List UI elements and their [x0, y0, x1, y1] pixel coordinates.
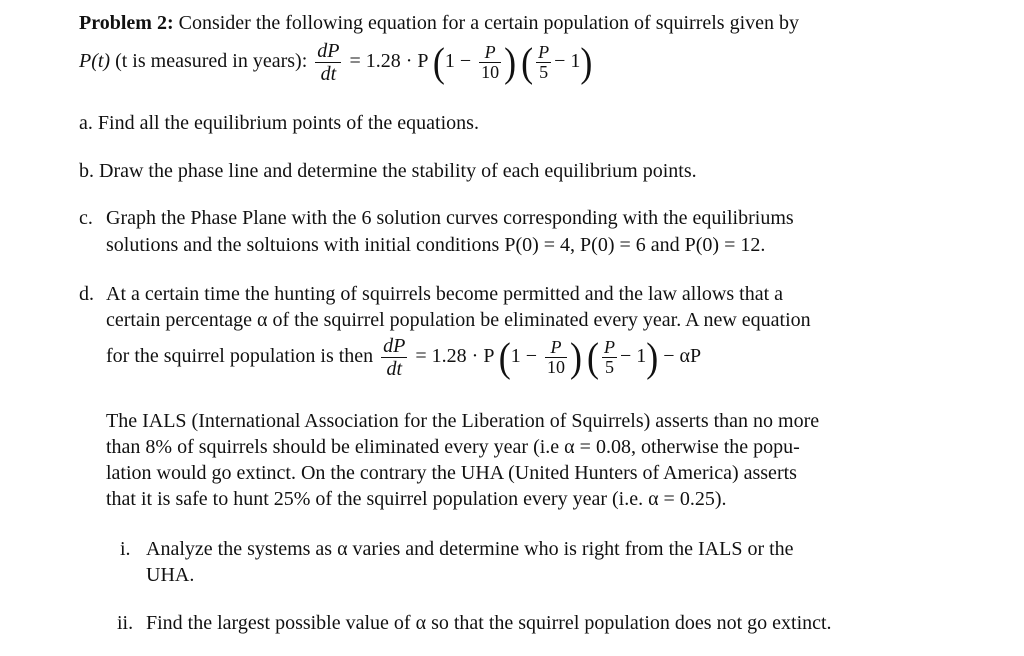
ials-line2: than 8% of squirrels should be eliminated every year (i.e α = 0.08, otherwise the popu-	[106, 436, 800, 458]
eq2-inner2-num: P	[604, 336, 615, 357]
eq2-inner2-den: 5	[605, 356, 614, 377]
eq2-inner2-fraction	[602, 338, 617, 377]
eq2-paren-close-2: )	[646, 334, 659, 381]
part-d-line3-text: for the squirrel population is then	[106, 345, 374, 367]
eq-den: dt	[320, 62, 337, 85]
part-a-label: a.	[79, 112, 93, 134]
eq2-paren-close-1: )	[570, 334, 582, 381]
subpart-ii-label: ii.	[117, 612, 134, 634]
eq-inner2-minus: − 1	[554, 50, 581, 72]
eq2-paren-open-2: (	[587, 334, 599, 381]
ials-line1: The IALS (International Association for the Liberation of Squirrels) asserts than no more	[106, 410, 820, 432]
eq2-inner1-den: 10	[547, 356, 565, 377]
eq2-tail: − αP	[663, 345, 702, 367]
part-d-equation-line	[106, 333, 701, 380]
problem-title: Problem 2:	[79, 12, 174, 34]
eq-inner1-fraction	[479, 43, 501, 82]
eq2-paren-open-1: (	[498, 334, 511, 381]
part-b	[79, 158, 697, 184]
paren-close-1: )	[504, 39, 517, 86]
eq2-rhs: = 1.28 · P	[415, 345, 494, 367]
ials-line4: that it is safe to hunt 25% of the squirrel population every year (i.e. α = 0.25).	[106, 488, 727, 510]
eq2-inner1-num: P	[545, 338, 567, 358]
eq2-dpdt-fraction	[381, 335, 407, 380]
eq-dpdt-fraction	[315, 40, 341, 85]
eq-inner1-den: 10	[481, 61, 500, 82]
eq-inner2-den: 5	[539, 61, 549, 82]
eq-rhs: = 1.28 · P	[349, 50, 428, 72]
subpart-i-line1: Analyze the systems as α varies and determine who is right from the IALS or the	[146, 538, 794, 560]
part-c-line2: solutions and the soltuions with initial conditions P(0) = 4, P(0) = 6 and P(0) = 12.	[106, 234, 766, 256]
part-b-label: b.	[79, 160, 94, 182]
eq-inner2-fraction	[536, 43, 551, 82]
paren-close-2: )	[580, 39, 593, 86]
part-c-label: c.	[79, 207, 93, 229]
part-b-text: Draw the phase line and determine the stability of each equilibrium points.	[99, 160, 697, 182]
part-a-text: Find all the equilibrium points of the equations.	[97, 112, 479, 134]
eq2-num: dP	[383, 334, 406, 357]
ials-line3: lation would go extinct. On the contrary the UHA (United Hunters of America) asserts	[106, 462, 797, 484]
paren-open-2: (	[521, 39, 534, 86]
eq2-inner1: 1 −	[510, 345, 537, 367]
eq2-inner1-fraction	[545, 338, 567, 377]
subpart-i-label: i.	[120, 538, 131, 560]
eq-inner1-num: P	[479, 43, 501, 63]
problem-paren-text: (t is measured in years):	[115, 50, 308, 72]
problem-pt: P(t)	[79, 50, 111, 72]
subpart-ii-text: Find the largest possible value of α so that the squirrel population does not go extinct.	[146, 612, 832, 634]
problem-intro-line1	[79, 10, 799, 36]
problem-equation-line	[79, 38, 592, 85]
part-d-label: d.	[79, 283, 94, 305]
subpart-i-line2: UHA.	[146, 564, 195, 586]
eq2-den: dt	[386, 357, 403, 380]
eq-inner1: 1 −	[444, 50, 472, 72]
part-a	[79, 110, 479, 136]
eq-inner2-num: P	[538, 41, 550, 62]
eq2-inner2-minus: − 1	[620, 345, 647, 367]
eq-num: dP	[317, 39, 340, 62]
part-d-line1: At a certain time the hunting of squirrels become permitted and the law allows that a	[106, 283, 784, 305]
problem-intro-text: Consider the following equation for a certain population of squirrels given by	[178, 12, 800, 34]
part-d-line2: certain percentage α of the squirrel population be eliminated every year. A new equation	[106, 309, 811, 331]
paren-open-1: (	[432, 39, 445, 86]
part-c-line1: Graph the Phase Plane with the 6 solution curves corresponding with the equilibriums	[106, 207, 794, 229]
